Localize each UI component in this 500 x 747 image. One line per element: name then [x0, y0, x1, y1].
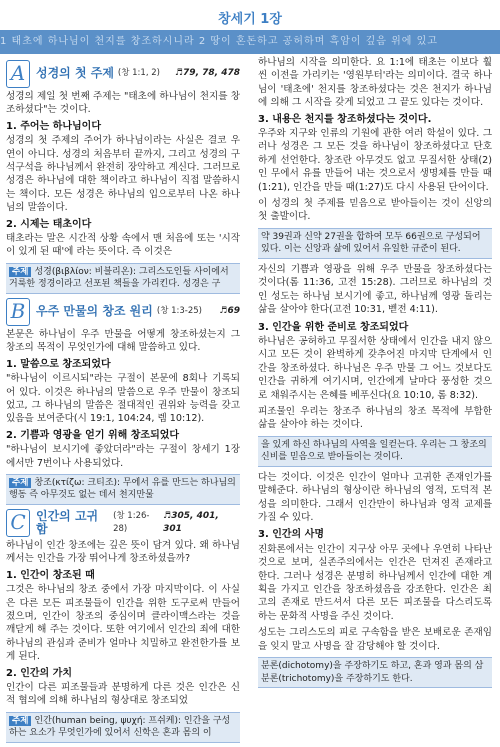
subheading: 1. 인간이 창조된 때	[6, 569, 95, 581]
paragraph-continued: 하나님의 시작을 의미한다. 요 1:1에 태초는 이보다 훨씬 이전을 가리키는 '영원부터'라는 의미이다. 결국 하나님이 '태초에' 천지를 창조하셨다는 것은 천지가 하나님에 의해 그 시작을 갖게 되었고 그 끝도 있다는 것이다.	[258, 57, 492, 109]
hymn-numbers: ♬305, 401, 301	[163, 510, 219, 534]
section-ref: (창 1:26-28)	[113, 510, 150, 534]
paragraph: 성경의 첫 주제의 주어가 하나님이라는 사실은 결코 우연이 아니다. 성경의 처음부터 끝까지, 그리고 성경의 구석구석을 하나님께서 완전히 장악하고 계신다. 그러므로 성경은 하나님에 대한 책이라고 하나님이 직접 말씀하시는 책이다. 모든 성경은 하나님의 입으로부터 나온 하나님의 말씀이다.	[6, 135, 240, 214]
paragraph: 하나님은 공허하고 무질서한 상태에서 인간을 내지 않으시고 모든 것이 완벽하게 갖추어진 마지막 단계에서 인간을 창조하셨다. 하나님은 우주 만물 그 어느 것보다도 인간을 귀하게 여기시며, 인간에게 날마다 풍성한 것으로 채워주시는 은혜를 베푸신다(요 10:10, 롬 8:32).	[258, 335, 492, 401]
subheading: 2. 인간의 가치	[6, 667, 73, 679]
note-tag: 주제	[9, 267, 31, 277]
section-title: 우주 만물의 창조 원리	[36, 304, 153, 319]
section-letter-c: C	[6, 509, 30, 537]
section-header-c	[6, 509, 240, 537]
theme-note	[6, 263, 240, 294]
paragraph: 이 성경의 첫 주제를 믿음으로 받아들이는 것이 신앙의 첫 출발이다.	[258, 198, 492, 223]
hymn-numbers-value: 305, 401, 301	[163, 510, 219, 534]
paragraph: 피조물인 우리는 창조주 하나님의 창조 목적에 부합한 삶을 살아야 하는 것이다.	[258, 405, 492, 431]
verse-banner: 1 태초에 하나님이 천지를 창조하시니라 2 땅이 혼돈하고 공허하며 흑암이 깊음 위에 있고	[0, 30, 500, 54]
paragraph-continued: 자신의 기쁨과 영광을 위해 우주 만물을 창조하셨다는 것이다(롬 11:36, 고전 15:28). 그러므로 하나님의 것인 성도는 하나님 보시기에 좋고, 하나님께 영광 돌리는 삶을 살아야 한다(고전 10:31, 벧전 4:11).	[258, 263, 492, 316]
section-intro: 성경의 제일 첫 번째 주제는 "태초에 하나님이 천지를 창조하셨다"는 것이다.	[6, 91, 240, 116]
hymn-numbers-value: 69	[227, 306, 240, 317]
right-column	[258, 56, 492, 692]
subheading: 3. 인간의 사명	[258, 529, 325, 541]
paragraph: 우주와 지구와 인류의 기원에 관한 여러 학설이 있다. 그러나 성경은 그 모든 것을 하나님이 창조하셨다고 단호하게 선언한다. 창조란 아무것도 없고 무질서한 상태(2)인 무에서 유를 만들어 내는 것으로서 생명체를 만들 때(1:21), 인간을 만들 때(1:27)도 다시 사용된 단어이다.	[258, 128, 492, 193]
theme-note-continued	[258, 436, 492, 467]
subheading: 3. 내용은 천지를 창조하셨다는 것이다.	[258, 113, 432, 125]
note-text: 창조(κτίζω: 크티조): 무에서 유를 만드는 하나님의 행동 즉 아무것도 없는 데서 천지만물	[9, 477, 236, 501]
hymn-numbers: ♬79, 78, 478	[174, 68, 240, 79]
theme-note	[6, 474, 240, 505]
hymn-numbers-value: 79, 78, 478	[183, 68, 240, 79]
subheading: 1. 말씀으로 창조되었다	[6, 358, 111, 370]
note-text: 분론(dichotomy)을 주장하기도 하고, 혼과 영과 몸의 삼분론(trichotomy)을 주장하기도 한다.	[261, 661, 484, 684]
page-title: 창세기 1장	[218, 12, 282, 27]
section-ref: (창 1:1, 2)	[117, 68, 160, 79]
section-title: 인간의 고귀함	[36, 508, 99, 536]
subheading: 2. 기쁨과 영광을 얻기 위해 창조되었다	[6, 429, 180, 441]
subheading: 3. 인간을 위한 준비로 창조되었다	[258, 321, 409, 333]
section-intro: 하나님이 인간 창조에는 깊은 뜻이 담겨 있다. 왜 하나님께서는 인간을 가장 뛰어나게 창조하셨을까?	[6, 539, 240, 565]
paragraph: 인간이 다른 피조물들과 분명하게 다른 것은 인간은 신적 협의에 의해 하나님의 형상대로 창조되었	[6, 682, 240, 707]
section-ref: (창 1:3-25)	[156, 306, 202, 317]
note-tag: 주제	[9, 716, 31, 726]
theme-note-continued	[258, 657, 492, 688]
paragraph: 진화론에서는 인간이 지구상 아무 곳에나 우연히 나타난 것으로 보며, 실존주의에서는 인간은 던져진 존재라고 한다. 그러나 성경은 분명히 하나님께서 인간에 대한 계획을 가지고 인간을 창조하셨음을 강조한다. 인간은 최고의 존재로 만드셔서 다른 모든 피조물을 다스리도록 하는 문화적 사명을 주신 것이다.	[258, 543, 492, 622]
theme-note-continued	[258, 228, 492, 259]
subheading: 1. 주어는 하나님이다	[6, 120, 101, 132]
note-text: 인간(human being, ψυχή: 프쉬케): 인간을 구성하는 요소가 무엇인가에 있어서 신학은 혼과 몸의 이	[9, 715, 231, 739]
paragraph: 그것은 하나님의 창조 중에서 가장 마지막이다. 이 사실은 다른 모든 피조물들이 인간을 위한 도구로써 만들어졌으며, 인간이 창조의 중심이며 클라이맥스라는 것을 깨닫게 해 주는 것이다. 또한 여기에서 인간의 죄에 대한 하나님의 관심과 준비가 얼마나 치밀하고 완전한가를 보게 된다.	[6, 584, 240, 663]
note-tag: 주제	[9, 478, 31, 488]
section-header-a	[6, 60, 240, 88]
subheading: 2. 시제는 태초이다	[6, 218, 92, 230]
paragraph: "하나님이 이르시되"라는 구절이 본문에 8회나 기록되어 있다. 이것은 하나님의 말씀으로 우주 만물이 창조되었고, 그 하나님의 말씀은 절대적인 권위와 능력을 갖고 있음을 보여준다(시 19:1, 104:24, 렘 10:12).	[6, 373, 240, 425]
section-intro: 본문은 하나님이 우주 만물을 어떻게 창조하셨는지 그 창조의 목적이 무엇인가에 대해 말씀하고 있다.	[6, 328, 240, 354]
paragraph: 성도는 그리스도의 피로 구속함을 받은 보배로운 존재임을 잊지 말고 사명을 잘 감당해야 할 것이다.	[258, 627, 492, 652]
section-letter-a: A	[6, 60, 30, 88]
section-title: 성경의 첫 주제	[36, 66, 114, 81]
section-letter-b: B	[6, 298, 30, 326]
note-text: 을 있게 하신 하나님의 사역을 일컫는다. 우리는 그 창조의 신비를 믿음으로 받아들이는 것이다.	[261, 439, 487, 463]
paragraph: "하나님이 보시기에 좋았더라"라는 구절이 창세기 1장에서만 7번이나 사용되었다.	[6, 444, 240, 469]
section-header-b	[6, 298, 240, 326]
paragraph: 태초라는 말은 시간적 상황 속에서 맨 처음에 또는 '시작이 있게 된 때'에 라는 뜻이다. 즉 이것은	[6, 233, 240, 258]
note-text: 성경(βιβλίον: 비블리온): 그리스도인들 사이에서 거룩한 정경이라고 선포된 책들을 가리킨다. 성경은 구	[9, 266, 229, 290]
theme-note	[6, 712, 240, 743]
note-text: 약 39권과 신약 27권을 합하여 모두 66권으로 구성되어 있다. 이는 신앙과 삶에 있어서 유일한 규준이 된다.	[261, 231, 481, 255]
hymn-numbers: ♬69	[219, 306, 240, 317]
left-column	[6, 56, 240, 747]
paragraph-continued: 다는 것이다. 이것은 인간이 얼마나 고귀한 존재인가를 말해준다. 하나님의 형상이란 하나님의 영적, 도덕적 본성을 의미한다. 그래서 인간만이 하나님과 영적 교제를 가질 수 있다.	[258, 471, 492, 523]
